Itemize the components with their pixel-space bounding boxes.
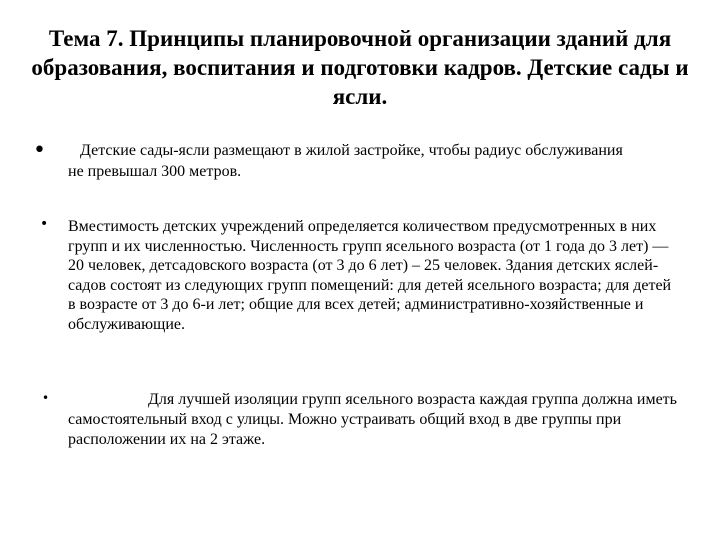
list-item-text: Детские сады-ясли размещают в жилой застройке, чтобы радиус обслуживания не превышал 300 метров. [68,142,623,180]
bullet-marker: • [42,391,50,405]
bullet-marker: • [40,216,49,232]
bullet-marker: • [33,138,46,163]
list-item-text: Вместимость детских учреждений определяется количеством предусмотренных в них групп и их численностью. Численность групп ясельного возраста (от 1 года до 3 лет) —20 человек, детсадовского возраста (от 3 до 6 лет) – 25 человек. Здания детских яслей-садов состоят из следующих групп помещений: для детей ясельного возраста; для детей в возрасте от 3 до 6-и лет; общие для всех детей; административно-хозяйственные и обслуживающие. [68,218,672,333]
page-title: Тема 7. Принципы планировочной организации зданий для образования, воспитания и подготовки кадров. Детские сады и ясли. [31,26,689,109]
list-item-text: Для лучшей изоляции групп ясельного возраста каждая группа должна иметь самостоятельный вход с улицы. Можно устраивать общий вход в две группы при расположении их на 2 этаже. [68,391,677,448]
